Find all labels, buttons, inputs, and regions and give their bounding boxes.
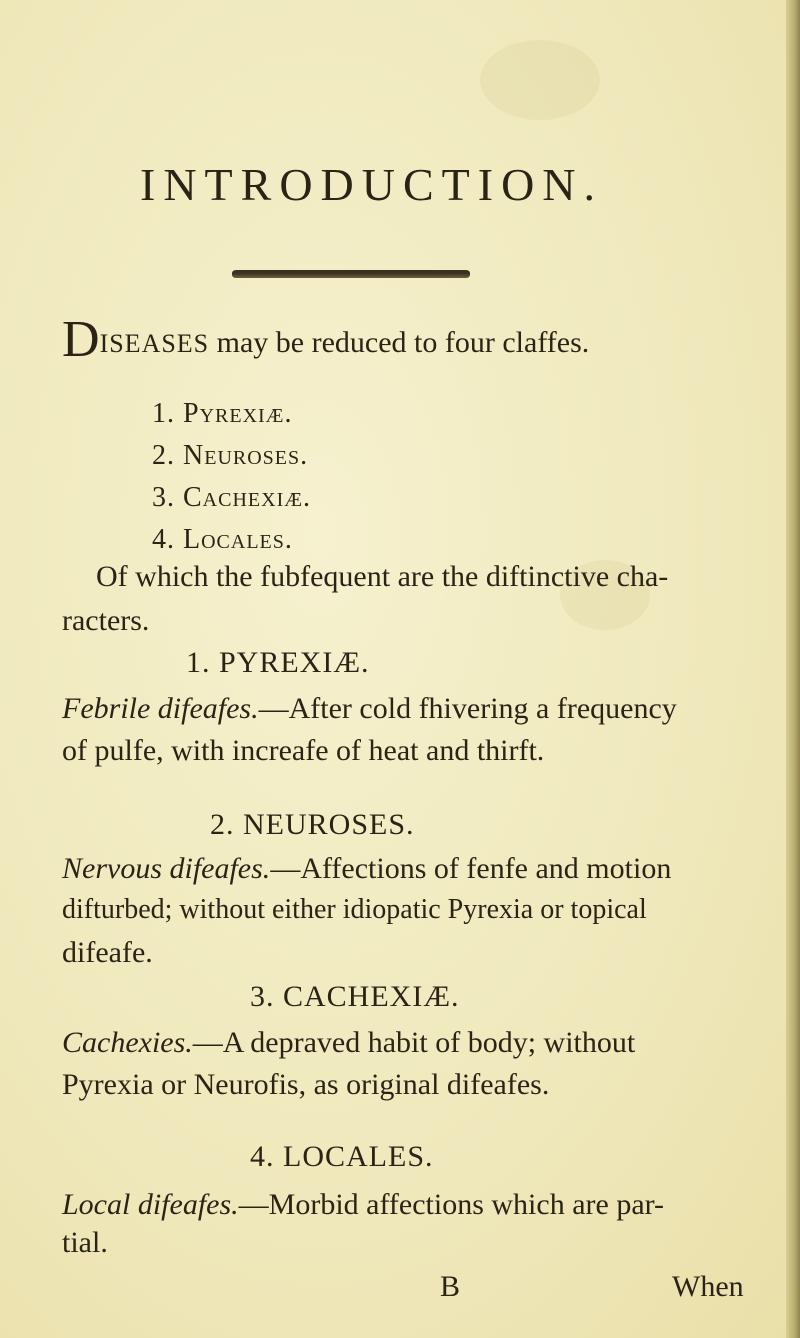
class-number: 1.	[152, 398, 175, 429]
class-item	[152, 440, 308, 472]
class-name: Cachexiæ.	[183, 482, 312, 513]
section-heading: 2. NEUROSES.	[210, 808, 415, 841]
section-term: Local difeafes.	[62, 1188, 239, 1221]
section-term: Febrile difeafes.	[62, 692, 259, 725]
intro-line	[62, 311, 590, 368]
intro-rest: may be reduced to four claffes.	[209, 326, 590, 359]
paper-stain	[480, 40, 600, 120]
section-line: difturbed; without either idiopatic Pyrexia or topical	[62, 894, 647, 925]
section-line: of pulfe, with increafe of heat and thirft.	[62, 734, 545, 767]
page-title: INTRODUCTION.	[140, 159, 604, 210]
catchword: When	[672, 1270, 744, 1303]
section-heading: 3. CACHEXIÆ.	[250, 980, 460, 1013]
class-item	[152, 524, 293, 556]
class-item	[152, 398, 292, 430]
summary-line-2: racters.	[62, 604, 150, 637]
intro-smallcaps: ISEASES	[99, 329, 210, 358]
section-heading: 4. LOCALES.	[250, 1140, 434, 1173]
section-line	[62, 1188, 664, 1222]
section-text: —After cold fhivering a frequency	[258, 692, 677, 725]
section-line: difeafe.	[62, 936, 153, 969]
summary-line-1: Of which the fubfequent are the diftinctive cha-	[96, 560, 669, 593]
section-line	[62, 692, 677, 726]
class-name: Locales.	[183, 524, 293, 555]
section-heading: 1. PYREXIÆ.	[186, 646, 370, 679]
class-item	[152, 482, 311, 514]
section-line	[62, 1026, 635, 1060]
section-text: —Morbid affections which are par-	[238, 1188, 665, 1221]
section-line: tial.	[62, 1226, 108, 1259]
section-term: Cachexies.	[62, 1026, 193, 1059]
ornamental-rule	[232, 270, 470, 278]
section-line: Pyrexia or Neurofis, as original difeafes.	[62, 1068, 550, 1101]
signature-mark: B	[440, 1270, 461, 1303]
section-text: —Affections of fenfe and motion	[270, 852, 672, 885]
class-name: Pyrexiæ.	[183, 398, 293, 429]
page-edge	[786, 0, 800, 1338]
class-number: 4.	[152, 524, 175, 555]
class-name: Neuroses.	[183, 440, 309, 471]
drop-cap: D	[62, 311, 100, 368]
class-number: 3.	[152, 482, 175, 513]
class-number: 2.	[152, 440, 175, 471]
section-text: —A depraved habit of body; without	[192, 1026, 636, 1059]
section-term: Nervous difeafes.	[62, 852, 271, 885]
section-line	[62, 852, 671, 886]
